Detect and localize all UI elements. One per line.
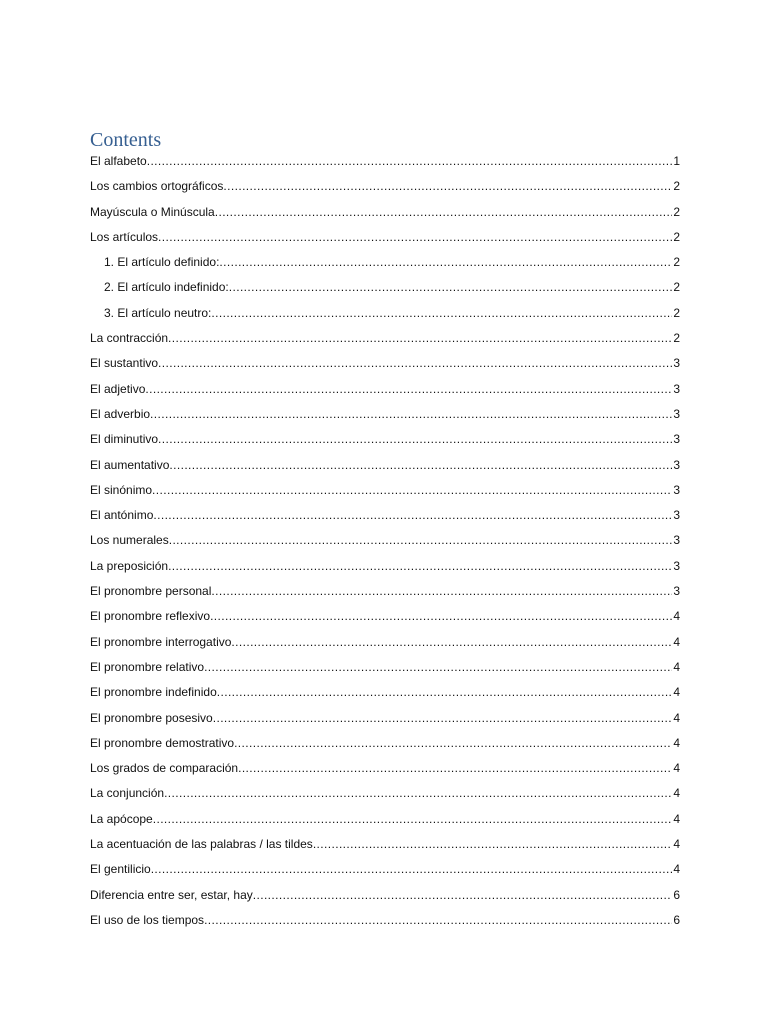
toc-dot-leader [204, 655, 672, 680]
toc-dot-leader [204, 908, 672, 933]
toc-entry[interactable] [90, 554, 680, 579]
toc-dot-leader [238, 756, 672, 781]
toc-entry-title: El antónimo [90, 508, 154, 523]
toc-entry-title: La contracción [90, 331, 169, 346]
toc-entry-page-number: 2 [673, 255, 680, 270]
toc-entry[interactable] [90, 655, 680, 680]
toc-entry[interactable] [90, 731, 680, 756]
toc-entry[interactable] [90, 756, 680, 781]
toc-dot-leader [215, 200, 673, 225]
toc-dot-leader [168, 554, 672, 579]
toc-entry-title: Los cambios ortográficos [90, 179, 224, 194]
toc-dot-leader [164, 781, 672, 806]
toc-dot-leader [217, 680, 673, 705]
toc-dot-leader [211, 301, 672, 326]
toc-entry[interactable] [90, 427, 680, 452]
toc-entry-title: El pronombre relativo [90, 659, 205, 674]
toc-dot-leader [210, 604, 672, 629]
toc-entry[interactable] [90, 225, 680, 250]
toc-entry-title: El adjetivo [90, 381, 146, 396]
toc-dot-leader [231, 630, 672, 655]
toc-entry[interactable] [90, 781, 680, 806]
toc-entry[interactable] [90, 478, 680, 503]
toc-entry-page-number: 3 [673, 558, 680, 573]
toc-entry[interactable] [90, 706, 680, 731]
toc-dot-leader [153, 807, 673, 832]
toc-entry-page-number: 4 [673, 811, 680, 826]
toc-entry-page-number: 3 [673, 356, 680, 371]
toc-entry-title: 1. El artículo definido: [104, 255, 220, 270]
toc-entry-title: Diferencia entre ser, estar, hay [90, 887, 253, 902]
toc-dot-leader [234, 731, 672, 756]
toc-entry[interactable] [90, 301, 680, 326]
toc-dot-leader [158, 427, 672, 452]
toc-dot-leader [313, 832, 673, 857]
toc-entry[interactable] [90, 579, 680, 604]
toc-entry[interactable] [90, 528, 680, 553]
toc-entry-title: El pronombre posesivo [90, 710, 213, 725]
toc-entry[interactable] [90, 174, 680, 199]
toc-entry-page-number: 3 [673, 406, 680, 421]
toc-dot-leader [229, 275, 673, 300]
toc-entry-page-number: 3 [673, 533, 680, 548]
toc-entry-page-number: 6 [673, 887, 680, 902]
toc-dot-leader [145, 377, 672, 402]
toc-dot-leader [169, 528, 673, 553]
toc-dot-leader [158, 351, 672, 376]
toc-entry-page-number: 4 [673, 837, 680, 852]
toc-entry[interactable] [90, 832, 680, 857]
toc-entry-title: El pronombre demostrativo [90, 735, 235, 750]
toc-entry-page-number: 2 [673, 305, 680, 320]
toc-dot-leader [158, 225, 672, 250]
toc-entry-title: El gentilicio [90, 862, 151, 877]
toc-entry-title: El sinónimo [90, 482, 153, 497]
toc-entry-title: La apócope [90, 811, 153, 826]
toc-entry-title: El pronombre interrogativo [90, 634, 232, 649]
toc-entry-page-number: 4 [673, 634, 680, 649]
toc-dot-leader [153, 503, 672, 528]
toc-entry-page-number: 2 [673, 331, 680, 346]
toc-entry-title: Los grados de comparación [90, 761, 239, 776]
toc-dot-leader [152, 478, 672, 503]
toc-entry-title: La conjunción [90, 786, 165, 801]
toc-entry-page-number: 4 [673, 786, 680, 801]
toc-entry-page-number: 4 [673, 761, 680, 776]
toc-dot-leader [150, 402, 672, 427]
table-of-contents [90, 149, 680, 933]
toc-entry[interactable] [90, 351, 680, 376]
toc-entry[interactable] [90, 402, 680, 427]
toc-dot-leader [219, 250, 672, 275]
toc-entry-page-number: 2 [673, 179, 680, 194]
toc-entry-page-number: 4 [673, 710, 680, 725]
toc-entry-page-number: 2 [673, 229, 680, 244]
toc-entry-page-number: 4 [673, 862, 680, 877]
toc-dot-leader [169, 453, 672, 478]
toc-entry-title: El pronombre reflexivo [90, 609, 211, 624]
toc-dot-leader [211, 579, 672, 604]
toc-entry[interactable] [90, 200, 680, 225]
toc-entry-title: El aumentativo [90, 457, 170, 472]
toc-entry-page-number: 3 [673, 584, 680, 599]
toc-entry-title: 3. El artículo neutro: [104, 305, 212, 320]
toc-dot-leader [168, 326, 672, 351]
toc-entry-page-number: 2 [673, 204, 680, 219]
toc-entry-title: Los numerales [90, 533, 169, 548]
toc-entry-title: Mayúscula o Minúscula [90, 204, 215, 219]
toc-entry[interactable] [90, 857, 680, 882]
toc-dot-leader [223, 174, 672, 199]
toc-entry-page-number: 6 [673, 912, 680, 927]
toc-entry-title: Los artículos [90, 229, 159, 244]
toc-entry[interactable] [90, 630, 680, 655]
toc-dot-leader [213, 706, 673, 731]
toc-entry-page-number: 3 [673, 381, 680, 396]
toc-heading: Contents [90, 129, 162, 151]
toc-entry-title: La preposición [90, 558, 169, 573]
toc-entry-page-number: 3 [673, 457, 680, 472]
toc-entry-title: El uso de los tiempos [90, 912, 205, 927]
toc-entry-page-number: 3 [673, 508, 680, 523]
toc-entry-title: 2. El artículo indefinido: [104, 280, 229, 295]
toc-entry-page-number: 3 [673, 432, 680, 447]
toc-entry-title: El adverbio [90, 406, 151, 421]
toc-entry[interactable] [90, 680, 680, 705]
toc-entry[interactable] [90, 908, 680, 933]
toc-entry[interactable] [90, 503, 680, 528]
toc-entry-title: El sustantivo [90, 356, 159, 371]
toc-entry-title: El pronombre indefinido [90, 685, 217, 700]
toc-entry-title: El pronombre personal [90, 584, 212, 599]
toc-entry[interactable] [90, 604, 680, 629]
toc-entry-page-number: 4 [673, 609, 680, 624]
toc-entry-page-number: 3 [673, 482, 680, 497]
toc-entry[interactable] [90, 275, 680, 300]
toc-entry-page-number: 4 [673, 735, 680, 750]
toc-entry-page-number: 4 [673, 685, 680, 700]
toc-entry[interactable] [90, 149, 680, 174]
toc-entry-page-number: 2 [673, 280, 680, 295]
toc-entry[interactable] [90, 250, 680, 275]
toc-entry[interactable] [90, 807, 680, 832]
toc-entry-title: El diminutivo [90, 432, 159, 447]
toc-entry[interactable] [90, 453, 680, 478]
toc-entry-title: El alfabeto [90, 154, 147, 168]
toc-entry-page-number: 4 [673, 659, 680, 674]
toc-dot-leader [253, 883, 673, 908]
toc-dot-leader [151, 857, 673, 882]
toc-entry[interactable] [90, 326, 680, 351]
toc-entry-title: La acentuación de las palabras / las tildes [90, 837, 313, 852]
toc-entry[interactable] [90, 377, 680, 402]
toc-entry-page-number: 1 [673, 154, 680, 168]
toc-dot-leader [147, 149, 673, 174]
toc-entry[interactable] [90, 883, 680, 908]
